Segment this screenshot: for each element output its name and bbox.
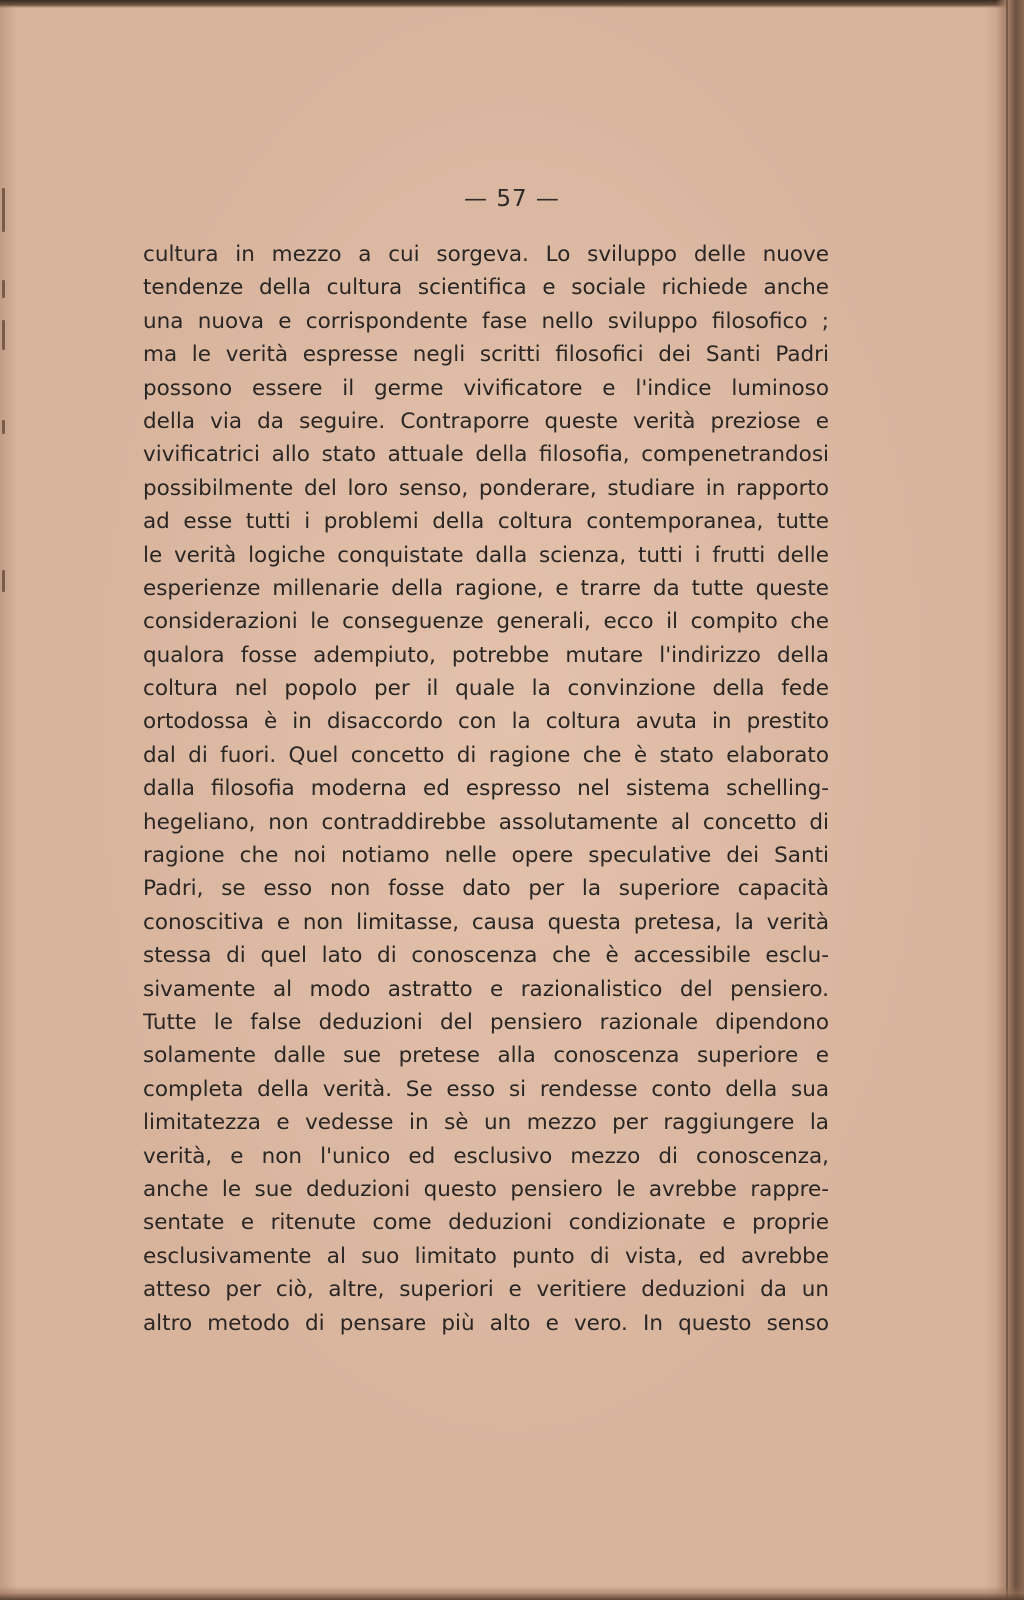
page-bottom-edge bbox=[0, 1586, 1024, 1600]
text-line: completa della verità. Se esso si rendesse conto della sua bbox=[143, 1076, 829, 1102]
text-line: possono essere il germe vivificatore e l'indice luminoso bbox=[143, 375, 829, 401]
text-line: dal di fuori. Quel concetto di ragione che è stato elaborato bbox=[143, 742, 829, 768]
text-line: sentate e ritenute come deduzioni condizionate e proprie bbox=[143, 1210, 829, 1236]
text-line: della via da seguire. Contraporre queste verità preziose e bbox=[143, 408, 829, 434]
text-line: ma le verità espresse negli scritti filosofici dei Santi Padri bbox=[143, 342, 829, 368]
text-line: hegeliano, non contraddirebbe assolutamente al concetto di bbox=[143, 809, 829, 835]
text-line: ad esse tutti i problemi della coltura contemporanea, tutte bbox=[143, 509, 829, 535]
text-line: qualora fosse adempiuto, potrebbe mutare l'indirizzo della bbox=[143, 642, 829, 668]
text-line: conoscitiva e non limitasse, causa questa pretesa, la verità bbox=[143, 909, 829, 935]
text-line: cultura in mezzo a cui sorgeva. Lo sviluppo delle nuove bbox=[143, 242, 829, 267]
text-line: ortodossa è in disaccordo con la coltura avuta in prestito bbox=[143, 709, 829, 735]
text-line: Tutte le false deduzioni del pensiero razionale dipendono bbox=[143, 1009, 829, 1035]
margin-mark bbox=[2, 420, 5, 434]
text-line: sivamente al modo astratto e razionalistico del pensiero. bbox=[143, 976, 829, 1002]
body-text bbox=[143, 238, 829, 1340]
margin-mark bbox=[2, 570, 5, 592]
text-line: Padri, se esso non fosse dato per la superiore capacità bbox=[143, 876, 829, 902]
text-line: le verità logiche conquistate dalla scienza, tutti i frutti delle bbox=[143, 542, 829, 568]
text-line: ragione che noi notiamo nelle opere speculative dei Santi bbox=[143, 843, 829, 869]
margin-mark bbox=[2, 320, 5, 350]
text-line: atteso per ciò, altre, superiori e veritiere deduzioni da un bbox=[143, 1277, 829, 1303]
left-margin-marks bbox=[0, 180, 10, 880]
text-line: vivificatrici allo stato attuale della filosofia, compenetrandosi bbox=[143, 442, 829, 468]
text-line: esclusivamente al suo limitato punto di vista, ed avrebbe bbox=[143, 1243, 829, 1269]
text-line: considerazioni le conseguenze generali, ecco il compito che bbox=[143, 609, 829, 635]
text-line: esperienze millenarie della ragione, e trarre da tutte queste bbox=[143, 575, 829, 601]
margin-mark bbox=[2, 280, 5, 298]
text-line: una nuova e corrispondente fase nello sviluppo filosofico ; bbox=[143, 308, 829, 334]
text-line: solamente dalle sue pretese alla conoscenza superiore e bbox=[143, 1043, 829, 1069]
text-line: limitatezza e vedesse in sè un mezzo per raggiungere la bbox=[143, 1110, 829, 1136]
text-line: anche le sue deduzioni questo pensiero le avrebbe rappre- bbox=[143, 1176, 829, 1202]
text-line: possibilmente del loro senso, ponderare, studiare in rapporto bbox=[143, 475, 829, 501]
page-top-edge bbox=[0, 0, 1024, 8]
text-line: tendenze della cultura scientifica e sociale richiede anche bbox=[143, 275, 829, 301]
page-number: — 57 — bbox=[464, 186, 560, 212]
text-line: verità, e non l'unico ed esclusivo mezzo di conoscenza, bbox=[143, 1143, 829, 1169]
text-line: altro metodo di pensare più alto e vero. In questo senso bbox=[143, 1310, 829, 1336]
text-line: coltura nel popolo per il quale la convinzione della fede bbox=[143, 676, 829, 702]
page-right-edge-binding bbox=[996, 0, 1024, 1600]
text-line: dalla filosofia moderna ed espresso nel sistema schelling- bbox=[143, 776, 829, 802]
text-line: stessa di quel lato di conoscenza che è accessibile esclu- bbox=[143, 943, 829, 969]
